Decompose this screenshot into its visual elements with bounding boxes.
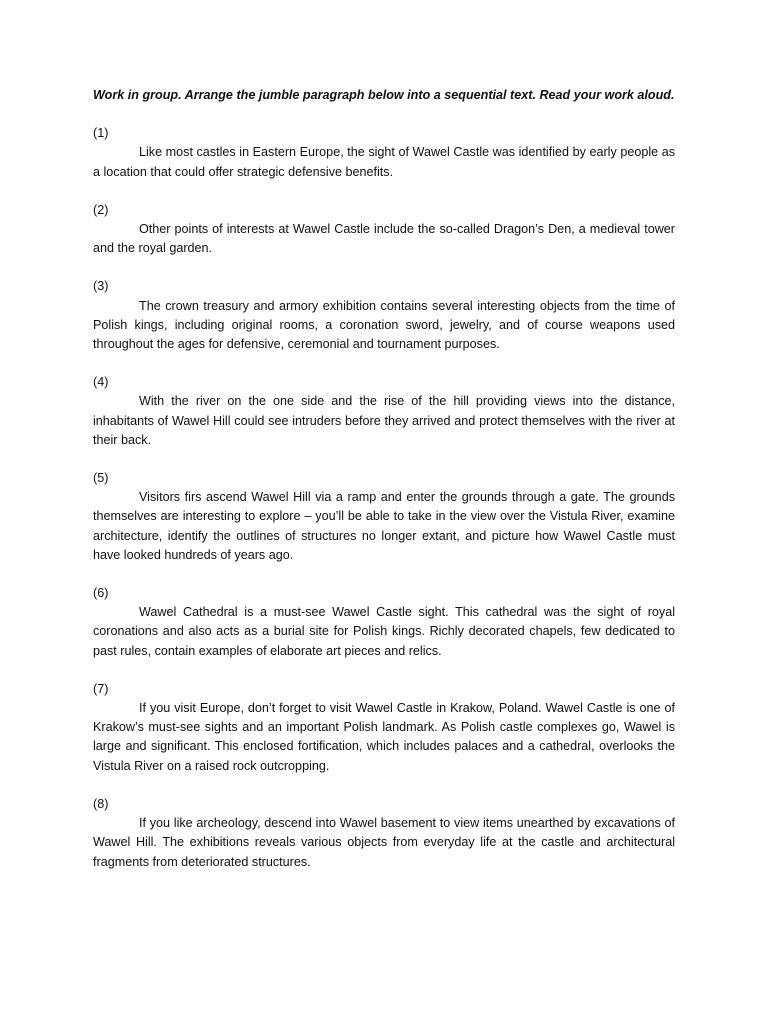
paragraph-text: With the river on the one side and the rise of the hill providing views into the distance, inhabitants of Wawel Hill could see intruders before they arrived and protect themselves with the river at their back.: [93, 394, 675, 447]
paragraph-text: The crown treasury and armory exhibition contains several interesting objects from the time of Polish kings, including original rooms, a coronation sword, jewelry, and of course weapons used throughout the ages for defensive, ceremonial and tournament purposes.: [93, 298, 675, 352]
paragraph-text: If you like archeology, descend into Wawel basement to view items unearthed by excavations of Wawel Hill. The exhibitions reveals various objects from everyday life at the castle and architectural fragments from deteriorated structures.: [93, 816, 675, 869]
document-page: [93, 86, 675, 891]
paragraph-2: [93, 201, 675, 259]
paragraph-7: [93, 680, 675, 776]
paragraph-1: [93, 124, 675, 182]
instruction-text: Work in group. Arrange the jumble paragraph below into a sequential text. Read your work aloud.: [93, 88, 675, 102]
paragraph-number: (1): [93, 126, 109, 141]
paragraph-6: [93, 584, 675, 661]
paragraph-number: (7): [93, 681, 109, 696]
paragraph-text: Like most castles in Eastern Europe, the sight of Wawel Castle was identified by early people as a location that could offer strategic defensive benefits.: [93, 145, 675, 179]
paragraph-number: (8): [93, 796, 109, 811]
paragraph-number: (6): [93, 586, 109, 601]
paragraph-number: (2): [93, 202, 109, 217]
paragraph-text: If you visit Europe, don’t forget to visit Wawel Castle in Krakow, Poland. Wawel Castle is one of Krakow’s must-see sights and an important Polish landmark. As Polish castle complexes go, Wawel is large and significant. This enclosed fortification, which includes palaces and a cathedral, overlooks the Vistula River on a raised rock outcropping.: [93, 701, 675, 773]
paragraph-8: [93, 795, 675, 872]
paragraph-text: Wawel Cathedral is a must-see Wawel Castle sight. This cathedral was the sight of royal coronations and also acts as a burial site for Polish kings. Richly decorated chapels, few dedicated to past rules, contain examples of elaborate art pieces and relics.: [93, 605, 675, 658]
paragraph-number: (5): [93, 471, 109, 486]
paragraph-4: [93, 373, 675, 450]
paragraph-3: [93, 277, 675, 354]
paragraph-number: (3): [93, 279, 109, 294]
paragraph-number: (4): [93, 375, 109, 390]
paragraph-5: [93, 469, 675, 565]
paragraph-text: Visitors firs ascend Wawel Hill via a ramp and enter the grounds through a gate. The grounds themselves are interesting to explore – you’ll be able to take in the view over the Vistula River, examine architecture, identify the outlines of structures no longer extant, and picture how Wawel Castle must have looked hundreds of years ago.: [93, 490, 675, 562]
paragraph-text: Other points of interests at Wawel Castle include the so-called Dragon’s Den, a medieval tower and the royal garden.: [93, 222, 675, 256]
